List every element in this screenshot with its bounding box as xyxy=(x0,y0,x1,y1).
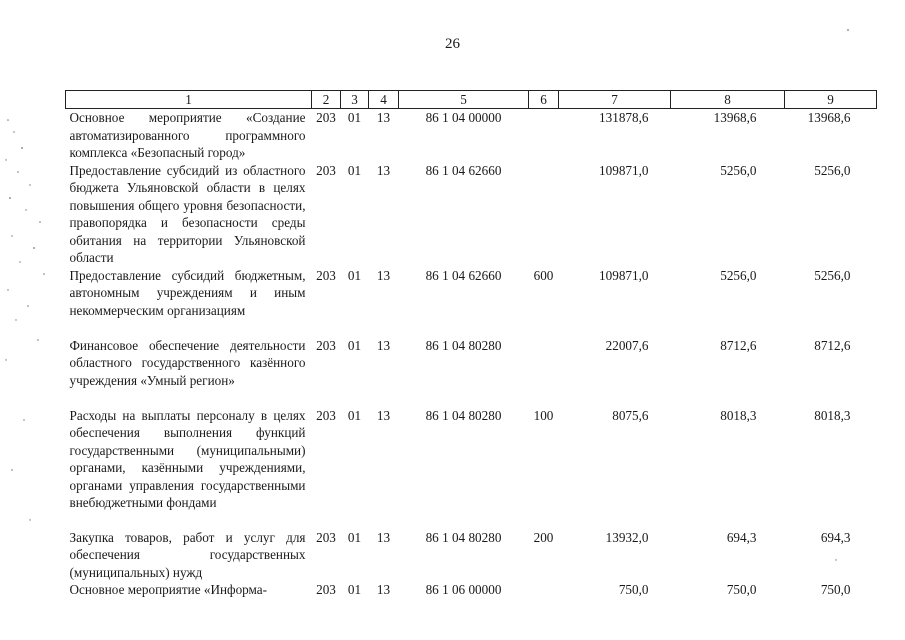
column-header: 5 xyxy=(399,91,529,109)
cell-code-3: 01 xyxy=(347,110,362,125)
item-name: Финансовое обеспечение деятельности областного государственного казённого учреждения «Умный регион» xyxy=(69,337,306,388)
cell-expense-type: 600 xyxy=(533,267,554,283)
cell-target-code: 86 1 04 80280 xyxy=(425,337,502,353)
cell-expense-type xyxy=(529,109,559,162)
cell-amount-8: 750,0 xyxy=(726,582,757,597)
cell-code-2: 203 xyxy=(316,529,336,545)
cell-code-4: 13 xyxy=(376,407,391,423)
cell-target-code: 86 1 04 62660 xyxy=(425,267,502,283)
cell-amount-9: 8712,6 xyxy=(814,337,851,353)
column-header: 4 xyxy=(369,91,399,109)
table-row xyxy=(66,337,877,407)
cell-amount-8: 694,3 xyxy=(726,529,757,545)
cell-code-4: 13 xyxy=(376,529,391,545)
cell-amount-8: 5256,0 xyxy=(720,267,757,283)
cell-amount-8: 13968,6 xyxy=(713,110,757,125)
cell-code-2: 203 xyxy=(316,267,336,283)
cell-amount-9: 5256,0 xyxy=(814,267,851,283)
cell-code-4: 13 xyxy=(376,110,391,125)
item-name: Предоставление субсидий из областного бюджета Ульяновской области в целях повышения общего уровня безопасности, правопорядка и безопасности среды обитания на территории Ульяновской области xyxy=(69,162,306,265)
cell-code-2: 203 xyxy=(316,110,336,125)
cell-target-code: 86 1 04 62660 xyxy=(425,162,502,178)
item-name: Основное мероприятие «Создание автоматизированного программного комплекса «Безопасный город» xyxy=(69,110,306,160)
cell-code-4: 13 xyxy=(376,337,391,353)
column-header: 6 xyxy=(529,91,559,109)
table-row xyxy=(66,109,877,162)
cell-code-2: 203 xyxy=(316,162,336,178)
cell-amount-8: 5256,0 xyxy=(720,162,757,178)
cell-amount-9: 8018,3 xyxy=(814,407,851,423)
column-header: 8 xyxy=(671,91,785,109)
table-row xyxy=(66,267,877,337)
cell-expense-type xyxy=(529,162,559,267)
cell-expense-type: 100 xyxy=(533,407,554,423)
table-header-row xyxy=(66,91,877,109)
cell-code-3: 01 xyxy=(347,529,362,545)
item-name: Расходы на выплаты персоналу в целях обеспечения выполнения функций государственными (муниципальными) органами, казёнными учреждениями, органами управления государственными внебюджетными фондами xyxy=(69,407,306,510)
column-header: 1 xyxy=(66,91,312,109)
cell-amount-7: 109871,0 xyxy=(599,162,649,178)
cell-amount-7: 13932,0 xyxy=(605,529,649,545)
cell-amount-9: 5256,0 xyxy=(814,162,851,178)
table-row xyxy=(66,162,877,267)
item-name: Предоставление субсидий бюджетным, автономным учреждениям и иным некоммерческим организациям xyxy=(69,267,306,318)
column-header: 2 xyxy=(312,91,341,109)
column-header: 9 xyxy=(785,91,877,109)
cell-code-4: 13 xyxy=(376,162,391,178)
cell-amount-9: 750,0 xyxy=(820,582,851,597)
cell-expense-type xyxy=(529,337,559,407)
cell-code-4: 13 xyxy=(376,267,391,283)
cell-code-2: 203 xyxy=(316,337,336,353)
item-name: Основное мероприятие «Информа- xyxy=(69,582,268,597)
page-number: 26 xyxy=(445,36,460,52)
cell-amount-7: 109871,0 xyxy=(599,267,649,283)
cell-amount-7: 131878,6 xyxy=(599,110,649,125)
cell-code-3: 01 xyxy=(347,162,362,178)
column-header: 3 xyxy=(341,91,369,109)
cell-expense-type: 200 xyxy=(533,529,554,545)
budget-table xyxy=(65,90,877,601)
cell-code-3: 01 xyxy=(347,582,362,597)
cell-code-3: 01 xyxy=(347,407,362,423)
cell-code-3: 01 xyxy=(347,337,362,353)
cell-amount-8: 8712,6 xyxy=(720,337,757,353)
cell-expense-type xyxy=(529,581,559,601)
cell-amount-7: 8075,6 xyxy=(612,407,649,423)
cell-code-4: 13 xyxy=(376,582,391,597)
table-row xyxy=(66,407,877,529)
cell-code-3: 01 xyxy=(347,267,362,283)
cell-target-code: 86 1 06 00000 xyxy=(425,582,502,597)
table-row xyxy=(66,529,877,582)
cell-code-2: 203 xyxy=(316,582,336,597)
cell-amount-9: 694,3 xyxy=(820,529,851,545)
cell-amount-7: 750,0 xyxy=(618,582,649,597)
column-header: 7 xyxy=(559,91,671,109)
cell-target-code: 86 1 04 80280 xyxy=(425,529,502,545)
cell-amount-7: 22007,6 xyxy=(605,337,649,353)
cell-target-code: 86 1 04 00000 xyxy=(425,110,502,125)
item-name: Закупка товаров, работ и услуг для обеспечения государственных (муниципальных) нужд xyxy=(69,529,306,580)
cell-code-2: 203 xyxy=(316,407,336,423)
table-row xyxy=(66,581,877,601)
cell-target-code: 86 1 04 80280 xyxy=(425,407,502,423)
cell-amount-8: 8018,3 xyxy=(720,407,757,423)
cell-amount-9: 13968,6 xyxy=(807,110,851,125)
